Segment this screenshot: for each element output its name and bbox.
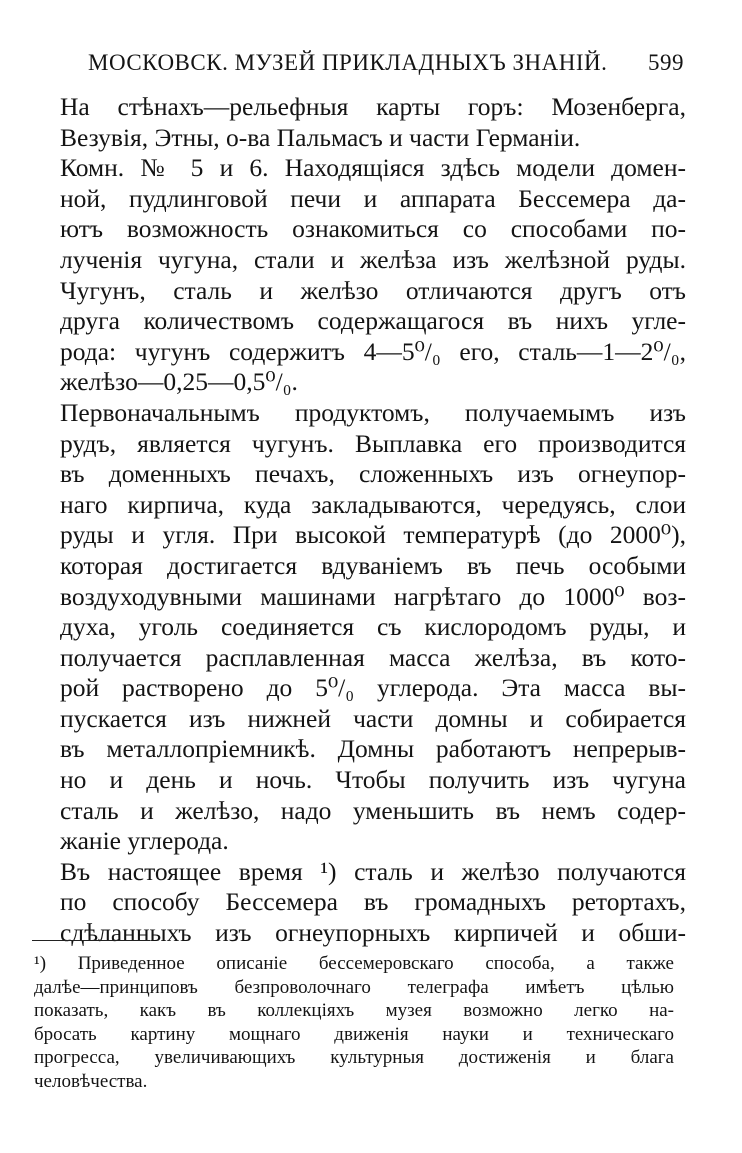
- body-line: ютъ возможность ознакомиться со способами по-: [60, 214, 686, 244]
- body-line: ной, пудлинговой печи и аппарата Бессемера да-: [60, 183, 686, 213]
- footnote-line: показать, какъ въ коллекціяхъ музея возможно легко на-: [34, 1000, 674, 1021]
- body-line: пускается изъ нижней части домны и собирается: [60, 703, 686, 733]
- body-line: На стѣнахъ—рельефныя карты горъ: Мозенберга,: [60, 92, 686, 121]
- footnote-line: бросать картину мощнаго движенія науки и техническаго: [34, 1023, 674, 1045]
- body-line: воздуходувными машинами нагрѣтаго до 1000⁰ воз-: [60, 581, 686, 611]
- body-text: [60, 92, 686, 949]
- page-number: 599: [648, 50, 684, 75]
- body-line: духа, уголь соединяется съ кислородомъ руды, и: [60, 612, 686, 642]
- body-line: рода: чугунъ содержитъ 4—5⁰/₀ его, сталь—1—2⁰/₀,: [60, 336, 686, 366]
- body-line: по способу Бессемера въ громадныхъ ретортахъ,: [60, 887, 686, 917]
- body-line: жаніе углерода.: [60, 826, 229, 856]
- body-line: Первоначальнымъ продуктомъ, получаемымъ изъ: [60, 397, 686, 427]
- body-line: лученія чугуна, стали и желѣза изъ желѣзной руды.: [60, 244, 686, 274]
- footnote-line: прогресса, увеличивающихъ культурныя достиженія и блага: [34, 1047, 674, 1068]
- footnotes: [34, 952, 674, 1093]
- body-line: друга количествомъ содержащагося въ нихъ угле-: [60, 306, 686, 336]
- body-line: наго кирпича, куда закладываются, чередуясь, слои: [60, 489, 686, 519]
- footnote-rule: [32, 940, 150, 941]
- body-line: Комн. № 5 и 6. Находящіяся здѣсь модели домен-: [60, 153, 686, 183]
- body-line: рой растворено до 5⁰/₀ углерода. Эта масса вы-: [60, 673, 686, 703]
- running-title: МОСКОВСК. МУЗЕЙ ПРИКЛАДНЫХЪ ЗНАНІЙ.: [88, 50, 608, 75]
- body-line: желѣзо—0,25—0,5⁰/₀.: [60, 367, 298, 397]
- body-line: Въ настоящее время ¹) сталь и желѣзо получаются: [60, 856, 686, 886]
- body-line: Везувія, Этны, о-ва Пальмасъ и части Германіи.: [60, 122, 581, 152]
- body-line: въ доменныхъ печахъ, сложенныхъ изъ огнеупор-: [60, 459, 686, 489]
- body-line: которая достигается вдуваніемъ въ печь особыми: [60, 550, 686, 580]
- body-line: сдѣланныхъ изъ огнеупорныхъ кирпичей и обши-: [60, 918, 686, 948]
- footnote-line: далѣе—принциповъ безпроволочнаго телеграфа имѣетъ цѣлью: [34, 976, 674, 998]
- footnote-line: ¹) Приведенное описаніе бессемеровскаго способа, а также: [34, 953, 674, 974]
- body-line: руды и угля. При высокой температурѣ (до 2000⁰),: [60, 520, 686, 550]
- body-line: сталь и желѣзо, надо уменьшить въ немъ содер-: [60, 795, 686, 825]
- body-line: въ металлопріемникѣ. Домны работаютъ непрерыв-: [60, 734, 686, 764]
- body-line: получается расплавленная масса желѣза, въ кото-: [60, 642, 686, 672]
- page-header: [88, 46, 684, 82]
- body-line: Чугунъ, сталь и желѣзо отличаются другъ отъ: [60, 275, 686, 305]
- body-line: рудъ, является чугунъ. Выплавка его производится: [60, 428, 686, 458]
- body-line: но и день и ночь. Чтобы получить изъ чугуна: [60, 765, 686, 795]
- footnote-line: человѣчества.: [34, 1070, 148, 1092]
